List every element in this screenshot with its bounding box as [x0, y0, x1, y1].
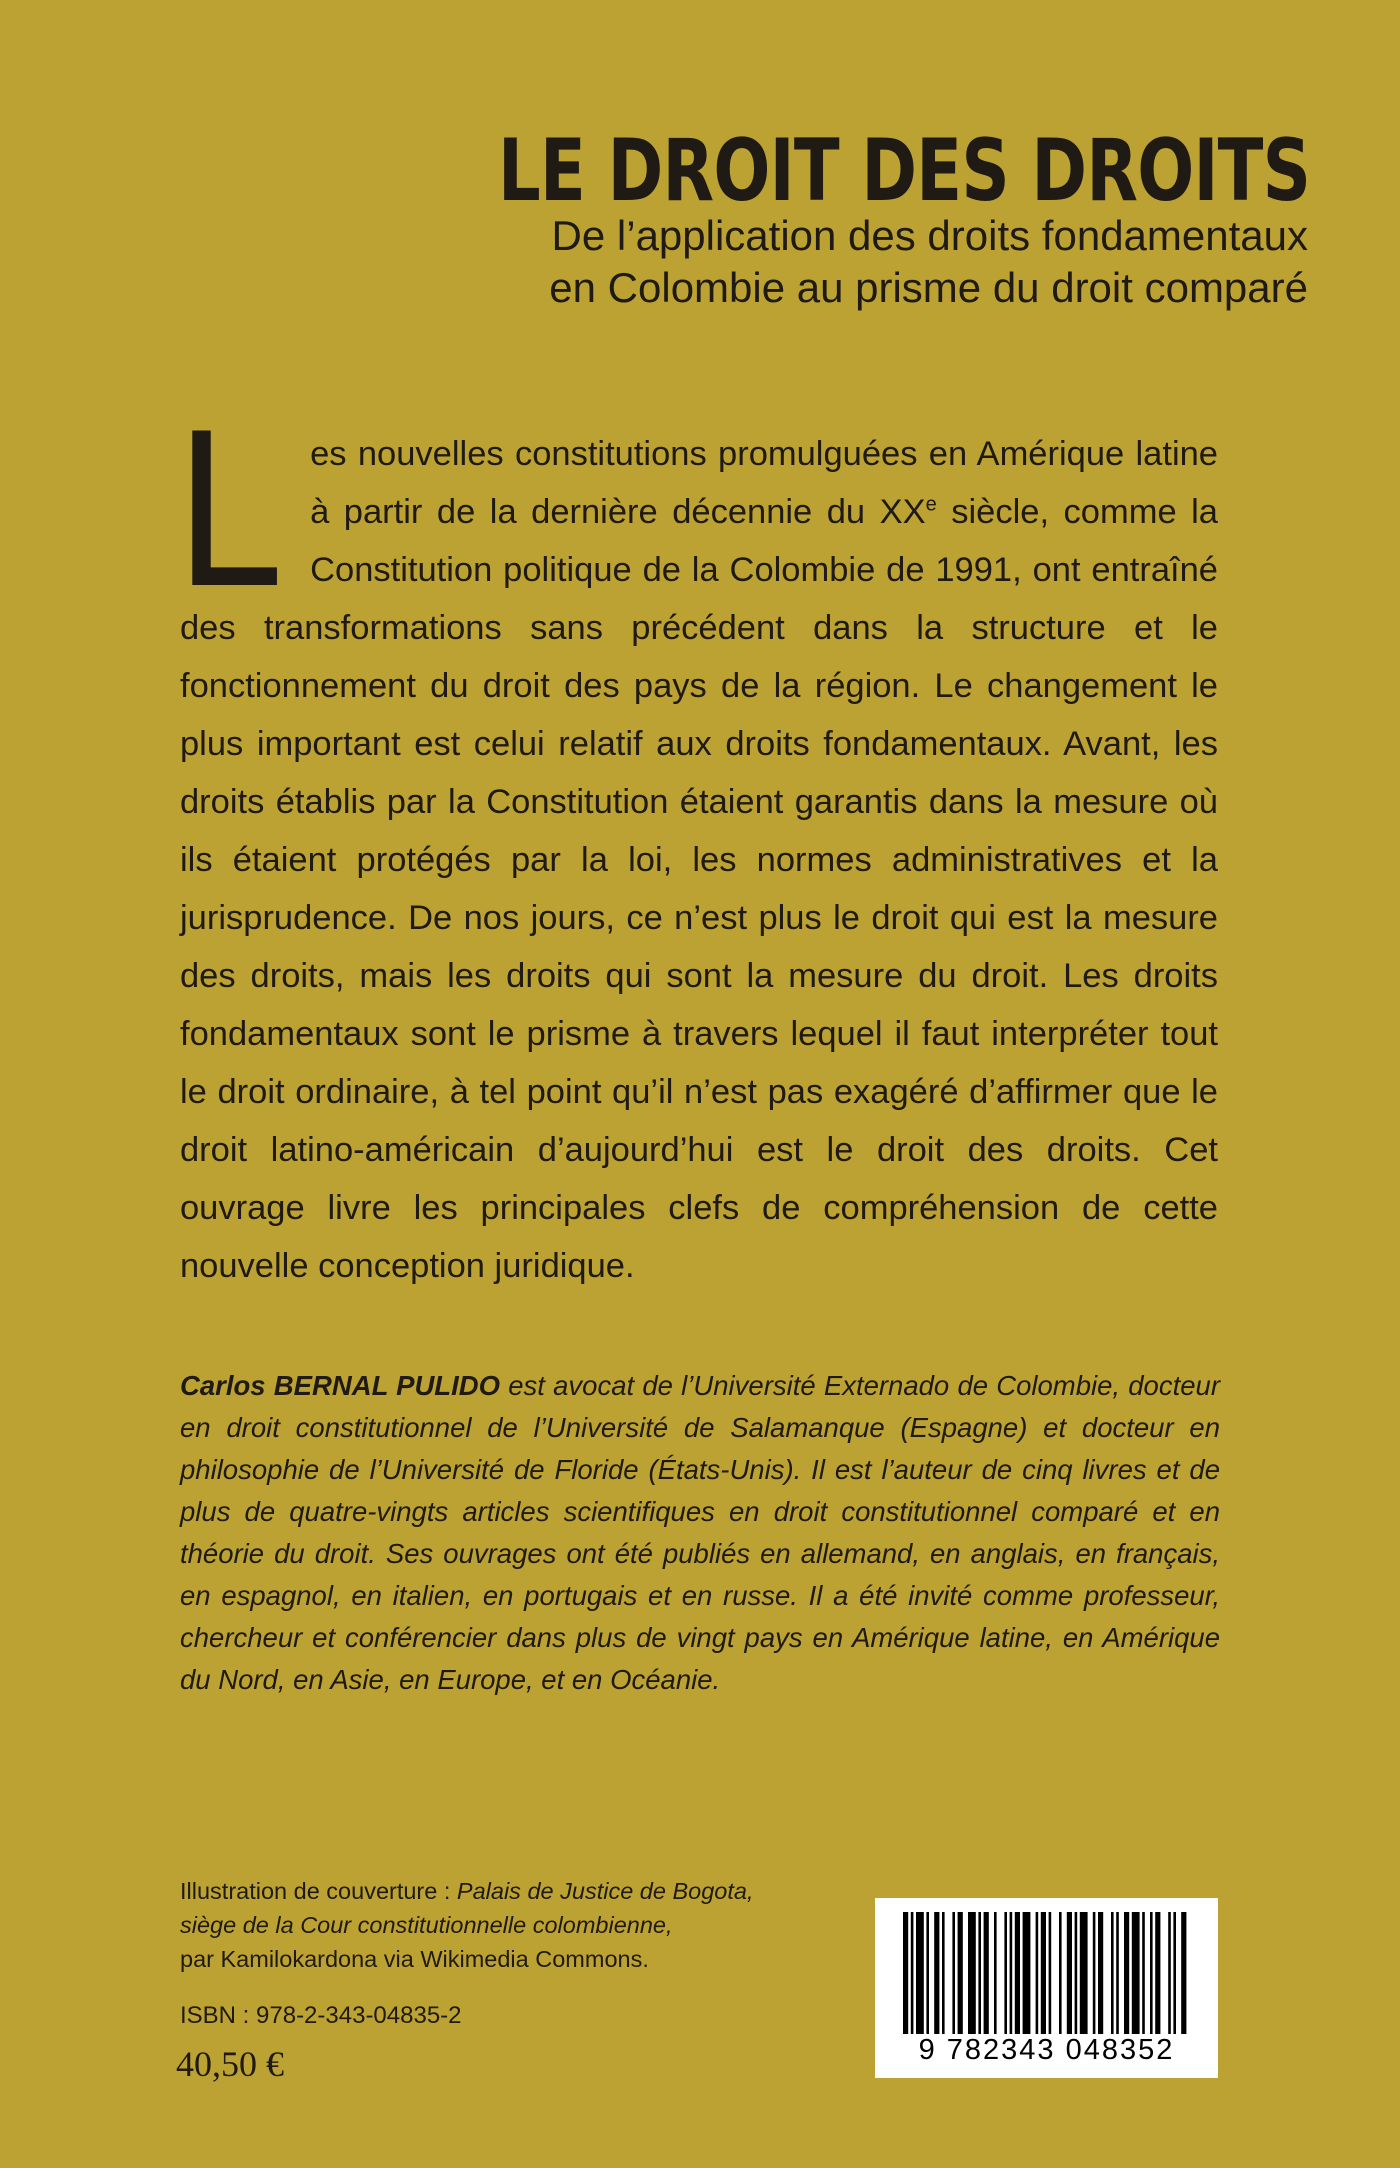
summary-text-part-2: siècle, comme la Constitution politique de la Colombie de 1991, ont entraîné des transformations sans précédent dans la structure et le fonctionnement du droit des pays de la région. Le changement le plus important est celui relatif aux droits fondamentaux. Avant, les droits établis par la Constitution étaient garantis dans la mesure où ils étaient protégés par la loi, les normes administratives et la jurisprudence. De nos jours, ce n’est plus le droit qui est la mesure des droits, mais les droits qui sont la mesure du droit. Les droits fondamentaux sont le prisme à travers lequel il faut interpréter tout le droit ordinaire, à tel point qu’il n’est pas exagéré d’affirmer que le droit latino-américain d’aujourd’hui est le droit des droits. Cet ouvrage livre les principales clefs de compréhension de cette nouvelle conception juridique. [180, 493, 1218, 1285]
barcode-bars-icon [875, 1898, 1218, 2038]
barcode-bar [1111, 1912, 1114, 2034]
barcode [875, 1898, 1218, 2078]
barcode-bar [1098, 1912, 1103, 2034]
barcode-bar [934, 1912, 939, 2034]
cover-illustration-credits [180, 1874, 753, 1976]
barcode-bar [1124, 1912, 1129, 2034]
barcode-bar [1132, 1912, 1140, 2034]
author-bio [180, 1365, 1220, 1701]
barcode-bar [1075, 1912, 1078, 2034]
barcode-bar [958, 1912, 963, 2034]
credits-line-1 [180, 1874, 753, 1908]
barcode-bar [984, 1912, 989, 2034]
barcode-bar [1173, 1912, 1176, 2034]
book-title: LE DROIT DES DROITS [497, 121, 1310, 221]
barcode-bar [1041, 1912, 1046, 2034]
book-subtitle [549, 210, 1308, 314]
barcode-bar [952, 1912, 955, 2034]
barcode-bar [1004, 1912, 1007, 2034]
isbn-text: ISBN : 978-2-343-04835-2 [180, 2002, 462, 2029]
barcode-bar [1049, 1912, 1052, 2034]
century-superscript: e [925, 493, 937, 516]
drop-cap: L [174, 388, 278, 635]
barcode-bar [903, 1912, 908, 2034]
barcode-bar [1080, 1912, 1088, 2034]
barcode-bar [916, 1912, 924, 2034]
barcode-bar [978, 1912, 981, 2034]
barcode-bar [968, 1912, 976, 2034]
barcode-bar [926, 1912, 929, 2034]
subtitle-line-1: De l’application des droits fondamentaux [551, 212, 1308, 259]
barcode-bar [1150, 1912, 1153, 2034]
subtitle-line-2: en Colombie au prisme du droit comparé [549, 264, 1308, 311]
summary-text-part-1: es nouvelles constitutions promulguées en Amérique latine à partir de la dernière décennie du XX [310, 435, 1218, 531]
credits-work-description: siège de la Cour constitutionnelle colombienne, [180, 1912, 673, 1938]
barcode-bar [1142, 1912, 1145, 2034]
barcode-bar [1093, 1912, 1096, 2034]
author-name: Carlos BERNAL PULIDO [180, 1370, 500, 1401]
barcode-bar [1168, 1912, 1171, 2034]
barcode-bar [1015, 1912, 1020, 2034]
barcode-bar [1067, 1912, 1072, 2034]
credits-attribution: par Kamilokardona via Wikimedia Commons. [180, 1946, 649, 1972]
barcode-bar [1059, 1912, 1062, 2034]
barcode-bar [1116, 1912, 1119, 2034]
barcode-bar [942, 1912, 945, 2034]
barcode-bar [1010, 1912, 1013, 2034]
barcode-bar [1181, 1912, 1186, 2034]
barcode-bar [1036, 1912, 1039, 2034]
author-bio-text: est avocat de l’Université Externado de Colombie, docteur en droit constitutionnel de l’Université de Salamanque (Espagne) et docteur en philosophie de l’Université de Floride (États-Unis). Il est l’auteur de cinq livres et de plus de quatre-vingts articles scientifiques en droit constitutionnel comparé et en théorie du droit. Ses ouvrages ont été publiés en allemand, en anglais, en français, en espagnol, en italien, en portugais et en russe. Il a été invité comme professeur, chercheur et conférencier dans plus de vingt pays en Amérique latine, en Amérique du Nord, en Asie, en Europe, et en Océanie. [180, 1370, 1220, 1695]
barcode-bar [994, 1912, 997, 2034]
barcode-bar [1155, 1912, 1160, 2034]
credits-label: Illustration de couverture : [180, 1878, 457, 1904]
price-text: 40,50 € [176, 2044, 284, 2084]
barcode-digits: 9 782343 048352 [918, 2034, 1175, 2066]
barcode-bar [911, 1912, 914, 2034]
credits-work-title: Palais de Justice de Bogota, [456, 1878, 754, 1904]
summary-paragraph [174, 388, 1218, 1295]
barcode-bar [1023, 1912, 1031, 2034]
